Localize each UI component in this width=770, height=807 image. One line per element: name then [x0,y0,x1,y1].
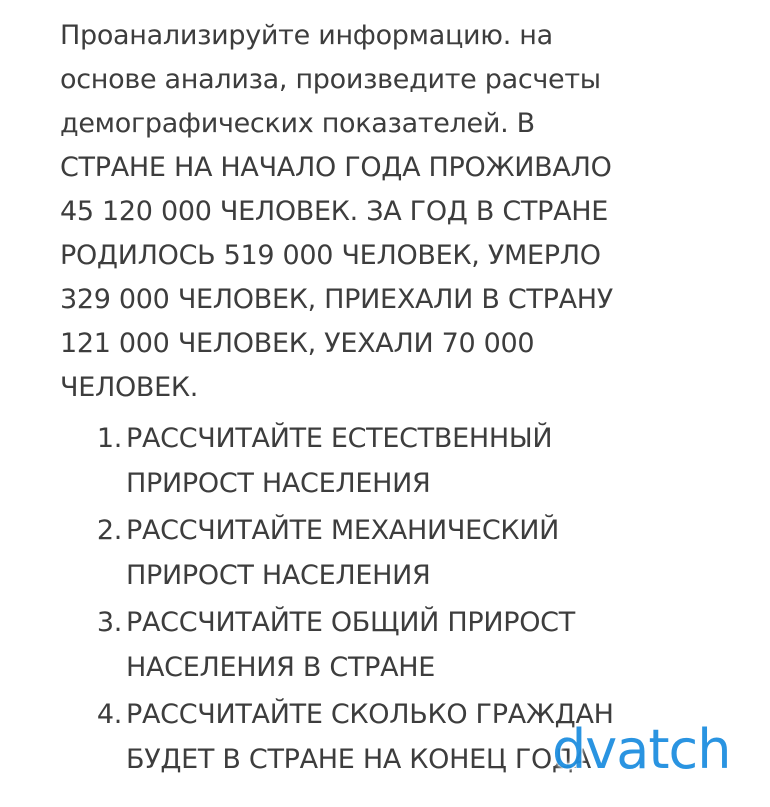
intro-line: СТРАНЕ НА НАЧАЛО ГОДА ПРОЖИВАЛО [60,152,612,183]
intro-line: 121 000 ЧЕЛОВЕК, УЕХАЛИ 70 000 [60,328,535,359]
task-line: РАССЧИТАЙТЕ МЕХАНИЧЕСКИЙ [126,515,560,546]
task-text [126,600,740,690]
task-item [60,600,740,690]
task-number: 1. [96,423,122,454]
task-line: ПРИРОСТ НАСЕЛЕНИЯ [126,560,431,591]
intro-line: основе анализа, произведите расчеты [60,64,601,95]
task-number: 2. [96,515,122,546]
task-line: РАССЧИТАЙТЕ ОБЩИЙ ПРИРОСТ [126,607,575,638]
document-body [60,14,740,782]
task-number: 4. [96,699,122,730]
task-item [60,508,740,598]
task-text [126,416,740,506]
intro-line: 45 120 000 ЧЕЛОВЕК. ЗА ГОД В СТРАНЕ [60,196,609,227]
task-line: РАССЧИТАЙТЕ СКОЛЬКО ГРАЖДАН [126,699,614,730]
task-text [126,508,740,598]
task-line: НАСЕЛЕНИЯ В СТРАНЕ [126,652,436,683]
intro-line: 329 000 ЧЕЛОВЕК, ПРИЕХАЛИ В СТРАНУ [60,284,613,315]
task-number: 3. [96,607,122,638]
watermark-logo: dvatch [552,718,731,781]
intro-paragraph [60,14,740,410]
intro-line: демографических показателей. В [60,108,535,139]
task-line: ПРИРОСТ НАСЕЛЕНИЯ [126,468,431,499]
intro-line: Проанализируйте информацию. на [60,20,553,51]
intro-line: РОДИЛОСЬ 519 000 ЧЕЛОВЕК, УМЕРЛО [60,240,601,271]
task-item [60,416,740,506]
task-line: БУДЕТ В СТРАНЕ НА КОНЕЦ ГОДА [126,744,591,775]
task-line: РАССЧИТАЙТЕ ЕСТЕСТВЕННЫЙ [126,423,553,454]
intro-line: ЧЕЛОВЕК. [60,372,199,403]
